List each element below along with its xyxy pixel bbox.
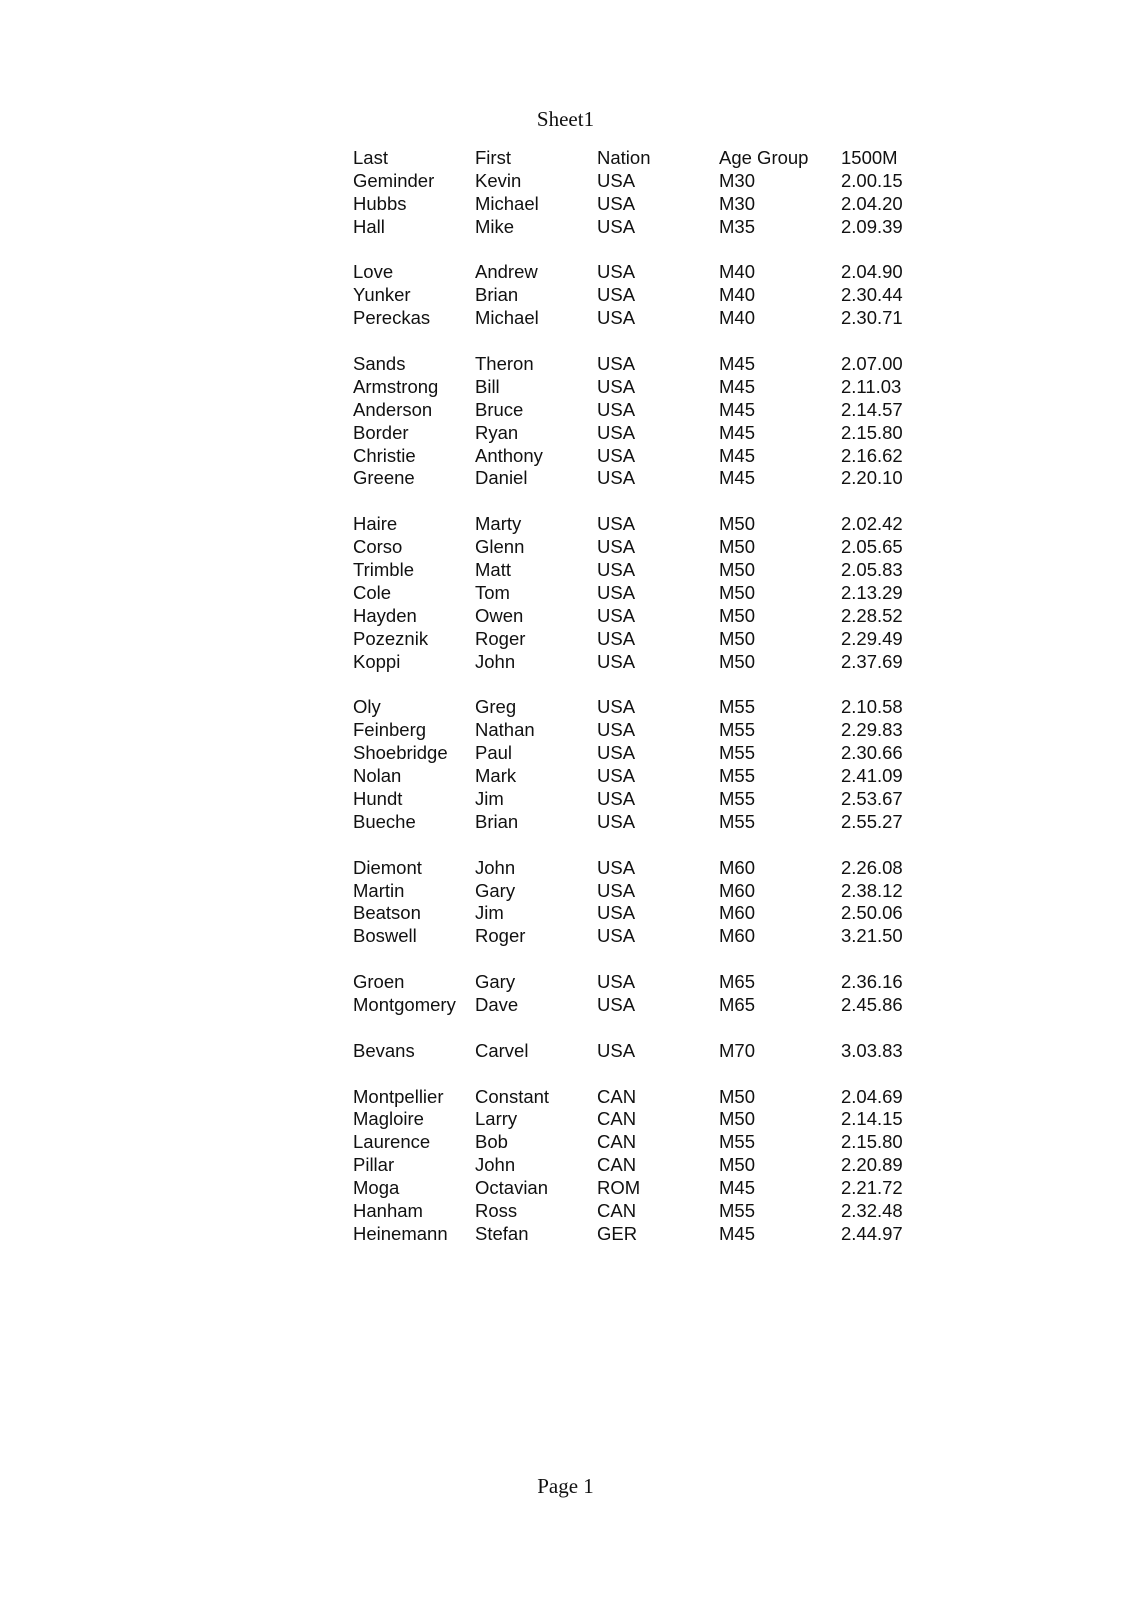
last-name-cell: Border (353, 421, 409, 443)
sheet-title: Sheet1 (536, 107, 595, 131)
age-group-cell: M50 (719, 650, 755, 672)
first-name-cell: Bruce (475, 398, 524, 420)
table-row (353, 971, 913, 994)
last-name-cell: Armstrong (353, 375, 439, 397)
nation-cell: USA (597, 604, 636, 626)
column-header-time-1500m: 1500M (841, 147, 898, 168)
time-1500m-cell: 2.20.10 (841, 467, 903, 489)
first-name-cell: Roger (475, 925, 526, 947)
time-1500m-cell: 2.20.89 (841, 1154, 903, 1176)
time-1500m-cell: 2.44.97 (841, 1222, 903, 1244)
age-group-cell: M45 (719, 421, 755, 443)
age-group-cell: M60 (719, 902, 755, 924)
nation-cell: CAN (597, 1199, 637, 1221)
header-row (353, 147, 913, 170)
age-group-cell: M50 (719, 513, 755, 535)
nation-cell: USA (597, 719, 636, 741)
last-name-cell: Laurence (353, 1131, 431, 1153)
first-name-cell: Michael (475, 307, 539, 329)
first-name-cell: Ross (475, 1199, 518, 1221)
first-name-cell: Michael (475, 192, 539, 214)
time-1500m-cell: 2.41.09 (841, 765, 903, 787)
last-name-cell: Greene (353, 467, 415, 489)
time-1500m-cell: 3.03.83 (841, 1039, 903, 1061)
age-group-cell: M40 (719, 307, 755, 329)
time-1500m-cell: 2.02.42 (841, 513, 903, 535)
time-1500m-cell: 2.30.71 (841, 307, 903, 329)
table-row (353, 399, 913, 422)
time-1500m-cell: 2.10.58 (841, 696, 903, 718)
time-1500m-cell: 2.30.66 (841, 742, 903, 764)
first-name-cell: Andrew (475, 261, 538, 283)
time-1500m-cell: 2.00.15 (841, 169, 903, 191)
table-row (353, 857, 913, 880)
last-name-cell: Groen (353, 971, 405, 993)
table-row (353, 1131, 913, 1154)
last-name-cell: Corso (353, 536, 403, 558)
nation-cell: USA (597, 513, 636, 535)
table-row (353, 559, 913, 582)
last-name-cell: Hundt (353, 787, 403, 809)
time-1500m-cell: 2.50.06 (841, 902, 903, 924)
last-name-cell: Koppi (353, 650, 401, 672)
last-name-cell: Hall (353, 215, 385, 237)
table-row (353, 1040, 913, 1063)
nation-cell: USA (597, 559, 636, 581)
table-row (353, 1086, 913, 1109)
nation-cell: USA (597, 810, 636, 832)
first-name-cell: John (475, 1154, 516, 1176)
last-name-cell: Shoebridge (353, 742, 448, 764)
table-row (353, 284, 913, 307)
last-name-cell: Hayden (353, 604, 417, 626)
nation-cell: USA (597, 993, 636, 1015)
table-row (353, 376, 913, 399)
nation-cell: USA (597, 902, 636, 924)
time-1500m-cell: 2.05.65 (841, 536, 903, 558)
last-name-cell: Bevans (353, 1039, 415, 1061)
first-name-cell: Mark (475, 765, 517, 787)
time-1500m-cell: 2.45.86 (841, 993, 903, 1015)
age-group-cell: M35 (719, 215, 755, 237)
last-name-cell: Montpellier (353, 1085, 444, 1107)
time-1500m-cell: 3.21.50 (841, 925, 903, 947)
nation-cell: USA (597, 398, 636, 420)
last-name-cell: Feinberg (353, 719, 427, 741)
last-name-cell: Diemont (353, 856, 422, 878)
nation-cell: USA (597, 696, 636, 718)
age-group-cell: M60 (719, 879, 755, 901)
time-1500m-cell: 2.04.69 (841, 1085, 903, 1107)
table-row (353, 742, 913, 765)
age-group-cell: M50 (719, 581, 755, 603)
table-row (353, 261, 913, 284)
time-1500m-cell: 2.29.83 (841, 719, 903, 741)
age-group-cell: M45 (719, 398, 755, 420)
nation-cell: USA (597, 444, 636, 466)
age-group-cell: M45 (719, 353, 755, 375)
table-row (353, 880, 913, 903)
time-1500m-cell: 2.07.00 (841, 353, 903, 375)
first-name-cell: Gary (475, 879, 516, 901)
time-1500m-cell: 2.04.90 (841, 261, 903, 283)
last-name-cell: Cole (353, 581, 392, 603)
nation-cell: CAN (597, 1108, 637, 1130)
first-name-cell: Roger (475, 627, 526, 649)
age-group-cell: M45 (719, 1177, 755, 1199)
age-group-cell: M30 (719, 169, 755, 191)
first-name-cell: Jim (475, 787, 504, 809)
first-name-cell: Brian (475, 284, 519, 306)
age-group-cell: M45 (719, 375, 755, 397)
table-row (353, 1223, 913, 1246)
nation-cell: USA (597, 421, 636, 443)
age-group-cell: M50 (719, 627, 755, 649)
first-name-cell: Octavian (475, 1177, 549, 1199)
nation-cell: CAN (597, 1085, 637, 1107)
first-name-cell: Gary (475, 971, 516, 993)
age-group-cell: M55 (719, 765, 755, 787)
first-name-cell: Larry (475, 1108, 518, 1130)
nation-cell: ROM (597, 1177, 641, 1199)
age-group-cell: M55 (719, 1199, 755, 1221)
table-row (353, 170, 913, 193)
last-name-cell: Heinemann (353, 1222, 448, 1244)
column-header-first-name: First (475, 147, 511, 168)
age-group-cell: M60 (719, 856, 755, 878)
age-group-cell: M55 (719, 696, 755, 718)
time-1500m-cell: 2.13.29 (841, 581, 903, 603)
nation-cell: USA (597, 581, 636, 603)
first-name-cell: Bill (475, 375, 500, 397)
table-row (353, 719, 913, 742)
last-name-cell: Pozeznik (353, 627, 429, 649)
last-name-cell: Sands (353, 353, 406, 375)
table-row (353, 902, 913, 925)
table-row (353, 467, 913, 490)
nation-cell: USA (597, 467, 636, 489)
age-group-cell: M40 (719, 261, 755, 283)
last-name-cell: Beatson (353, 902, 421, 924)
first-name-cell: Constant (475, 1085, 550, 1107)
time-1500m-cell: 2.04.20 (841, 192, 903, 214)
nation-cell: CAN (597, 1154, 637, 1176)
table-row (353, 925, 913, 948)
age-group-cell: M50 (719, 604, 755, 626)
age-group-cell: M55 (719, 787, 755, 809)
table-row (353, 651, 913, 674)
nation-cell: USA (597, 627, 636, 649)
nation-cell: USA (597, 765, 636, 787)
nation-cell: USA (597, 215, 636, 237)
time-1500m-cell: 2.55.27 (841, 810, 903, 832)
table-row (353, 193, 913, 216)
time-1500m-cell: 2.30.44 (841, 284, 903, 306)
first-name-cell: Kevin (475, 169, 522, 191)
last-name-cell: Anderson (353, 398, 433, 420)
table-row (353, 788, 913, 811)
last-name-cell: Moga (353, 1177, 400, 1199)
age-group-cell: M60 (719, 925, 755, 947)
first-name-cell: Nathan (475, 719, 535, 741)
time-1500m-cell: 2.21.72 (841, 1177, 903, 1199)
last-name-cell: Love (353, 261, 394, 283)
last-name-cell: Oly (353, 696, 381, 718)
time-1500m-cell: 2.16.62 (841, 444, 903, 466)
first-name-cell: Dave (475, 993, 519, 1015)
table-row (353, 1108, 913, 1131)
table-row (353, 307, 913, 330)
nation-cell: USA (597, 1039, 636, 1061)
nation-cell: USA (597, 787, 636, 809)
age-group-cell: M70 (719, 1039, 755, 1061)
first-name-cell: Theron (475, 353, 534, 375)
last-name-cell: Haire (353, 513, 398, 535)
last-name-cell: Magloire (353, 1108, 424, 1130)
table-row (353, 445, 913, 468)
time-1500m-cell: 2.28.52 (841, 604, 903, 626)
time-1500m-cell: 2.15.80 (841, 421, 903, 443)
nation-cell: USA (597, 856, 636, 878)
age-group-cell: M45 (719, 467, 755, 489)
table-row (353, 582, 913, 605)
first-name-cell: Owen (475, 604, 524, 626)
first-name-cell: Glenn (475, 536, 525, 558)
age-group-cell: M40 (719, 284, 755, 306)
table-row (353, 1154, 913, 1177)
time-1500m-cell: 2.14.15 (841, 1108, 903, 1130)
column-header-age-group: Age Group (719, 147, 809, 168)
table-row (353, 605, 913, 628)
age-group-cell: M55 (719, 810, 755, 832)
nation-cell: USA (597, 879, 636, 901)
last-name-cell: Pereckas (353, 307, 431, 329)
time-1500m-cell: 2.38.12 (841, 879, 903, 901)
first-name-cell: Ryan (475, 421, 519, 443)
last-name-cell: Boswell (353, 925, 417, 947)
last-name-cell: Nolan (353, 765, 402, 787)
first-name-cell: Bob (475, 1131, 508, 1153)
nation-cell: USA (597, 742, 636, 764)
age-group-cell: M50 (719, 1085, 755, 1107)
table-row (353, 1200, 913, 1223)
last-name-cell: Yunker (353, 284, 411, 306)
table-row (353, 994, 913, 1017)
nation-cell: GER (597, 1222, 638, 1244)
table-row (353, 628, 913, 651)
time-1500m-cell: 2.11.03 (841, 375, 902, 397)
age-group-cell: M50 (719, 536, 755, 558)
last-name-cell: Hanham (353, 1199, 423, 1221)
age-group-cell: M45 (719, 1222, 755, 1244)
table-row (353, 696, 913, 719)
time-1500m-cell: 2.37.69 (841, 650, 903, 672)
table-row (353, 811, 913, 834)
column-header-last-name: Last (353, 147, 388, 168)
table-row (353, 353, 913, 376)
first-name-cell: Tom (475, 581, 510, 603)
last-name-cell: Martin (353, 879, 405, 901)
nation-cell: USA (597, 284, 636, 306)
first-name-cell: Anthony (475, 444, 543, 466)
page-footer: Page 1 (537, 1474, 594, 1498)
age-group-cell: M50 (719, 1154, 755, 1176)
table-row (353, 216, 913, 239)
first-name-cell: Greg (475, 696, 517, 718)
first-name-cell: Paul (475, 742, 513, 764)
time-1500m-cell: 2.29.49 (841, 627, 903, 649)
time-1500m-cell: 2.05.83 (841, 559, 903, 581)
nation-cell: USA (597, 307, 636, 329)
table-row (353, 765, 913, 788)
time-1500m-cell: 2.14.57 (841, 398, 903, 420)
last-name-cell: Christie (353, 444, 416, 466)
last-name-cell: Trimble (353, 559, 414, 581)
first-name-cell: Brian (475, 810, 519, 832)
first-name-cell: Matt (475, 559, 511, 581)
nation-cell: CAN (597, 1131, 637, 1153)
nation-cell: USA (597, 925, 636, 947)
nation-cell: USA (597, 169, 636, 191)
nation-cell: USA (597, 261, 636, 283)
age-group-cell: M65 (719, 993, 755, 1015)
last-name-cell: Montgomery (353, 993, 456, 1015)
nation-cell: USA (597, 353, 636, 375)
age-group-cell: M50 (719, 1108, 755, 1130)
age-group-cell: M55 (719, 1131, 755, 1153)
column-header-nation: Nation (597, 147, 651, 168)
time-1500m-cell: 2.36.16 (841, 971, 903, 993)
last-name-cell: Geminder (353, 169, 435, 191)
age-group-cell: M55 (719, 719, 755, 741)
nation-cell: USA (597, 375, 636, 397)
first-name-cell: Mike (475, 215, 515, 237)
table-row (353, 422, 913, 445)
age-group-cell: M55 (719, 742, 755, 764)
last-name-cell: Pillar (353, 1154, 395, 1176)
first-name-cell: Stefan (475, 1222, 529, 1244)
nation-cell: USA (597, 192, 636, 214)
table-row (353, 536, 913, 559)
first-name-cell: John (475, 856, 516, 878)
time-1500m-cell: 2.09.39 (841, 215, 903, 237)
first-name-cell: Marty (475, 513, 522, 535)
time-1500m-cell: 2.26.08 (841, 856, 903, 878)
age-group-cell: M50 (719, 559, 755, 581)
results-table (353, 147, 913, 1246)
age-group-cell: M30 (719, 192, 755, 214)
table-row (353, 1177, 913, 1200)
first-name-cell: Carvel (475, 1039, 529, 1061)
age-group-cell: M45 (719, 444, 755, 466)
age-group-cell: M65 (719, 971, 755, 993)
first-name-cell: Daniel (475, 467, 528, 489)
time-1500m-cell: 2.53.67 (841, 787, 903, 809)
table-row (353, 513, 913, 536)
last-name-cell: Bueche (353, 810, 416, 832)
nation-cell: USA (597, 650, 636, 672)
time-1500m-cell: 2.15.80 (841, 1131, 903, 1153)
last-name-cell: Hubbs (353, 192, 407, 214)
nation-cell: USA (597, 971, 636, 993)
nation-cell: USA (597, 536, 636, 558)
first-name-cell: John (475, 650, 516, 672)
first-name-cell: Jim (475, 902, 504, 924)
time-1500m-cell: 2.32.48 (841, 1199, 903, 1221)
